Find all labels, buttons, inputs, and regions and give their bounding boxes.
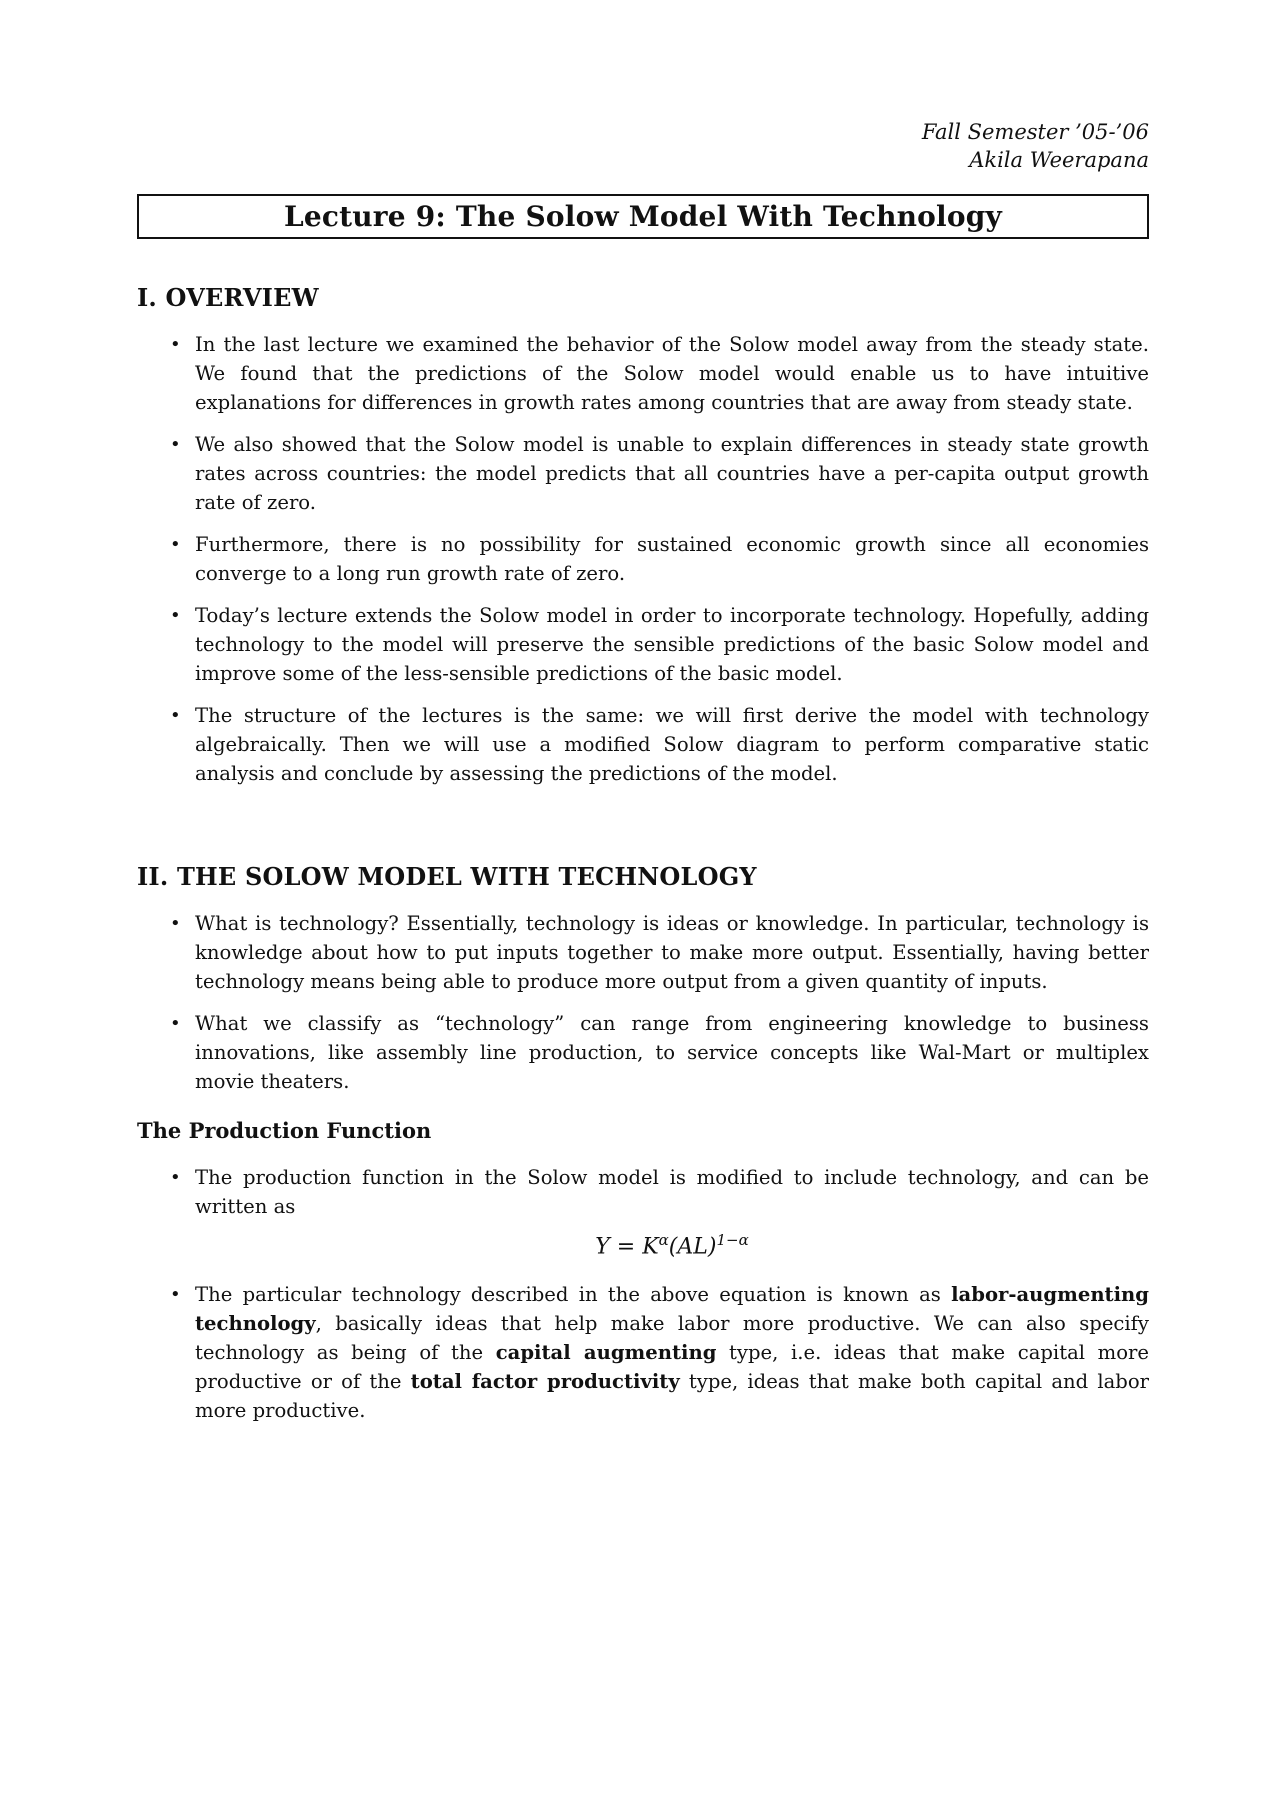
- technology-list: [137, 909, 1149, 1096]
- list-item: [137, 1280, 1149, 1425]
- bullet-icon: •: [170, 334, 181, 355]
- list-item: [137, 909, 1149, 996]
- list-item-text: What is technology? Essentially, technology is ideas or knowledge. In particular, technology is knowledge about how to put inputs together to make more output. Essentially, having better technology means being able to produce more output from a given quantity of inputs.: [195, 912, 1149, 993]
- section-heading-overview: I. OVERVIEW: [137, 283, 319, 312]
- list-item: [137, 1163, 1149, 1221]
- list-item-text: The structure of the lectures is the same: we will first derive the model with technology algebraically. Then we will use a modified Solow diagram to perform comparative static analysis and conclude by assessing the predictions of the model.: [195, 704, 1149, 785]
- equation-exponent-one-minus-alpha: 1−α: [716, 1231, 749, 1249]
- subsection-heading-production: The Production Function: [137, 1118, 432, 1143]
- list-item-text: What we classify as “technology” can range from engineering knowledge to business innovations, like assembly line production, to service concepts like Wal-Mart or multiplex movie theaters.: [195, 1012, 1149, 1093]
- list-item-text: type, i.e. ideas that make capital more productive or of the: [195, 1341, 1149, 1394]
- term-total-factor-productivity: total factor productivity: [410, 1370, 680, 1394]
- production-equation: [137, 1225, 1149, 1262]
- author-name: Akila Weerapana: [969, 148, 1149, 172]
- lecture-title: Lecture 9: The Solow Model With Technology: [283, 200, 1003, 233]
- list-item-text: Today’s lecture extends the Solow model in order to incorporate technology. Hopefully, adding technology to the model will preserve the sensible predictions of the basic Solow model and improve some of the less-sensible predictions of the basic model.: [195, 604, 1149, 685]
- bullet-icon: •: [170, 705, 181, 726]
- list-item: [137, 430, 1149, 517]
- list-item-text: , basically ideas that help make labor more productive. We can also specify technology as being of the: [195, 1312, 1149, 1365]
- list-item-text: The particular technology described in the above equation is known as: [195, 1283, 952, 1307]
- document-page: [137, 118, 1149, 1425]
- bullet-icon: •: [170, 434, 181, 455]
- term-capital-augmenting: capital augmenting: [495, 1341, 717, 1365]
- equation-term-al: (AL): [668, 1234, 717, 1260]
- production-list: [137, 1163, 1149, 1221]
- bullet-icon: •: [170, 1284, 181, 1306]
- section-heading-solow-technology: II. THE SOLOW MODEL WITH TECHNOLOGY: [137, 862, 757, 891]
- header: [137, 118, 1149, 174]
- bullet-icon: •: [170, 534, 181, 555]
- technology-types-list: [137, 1280, 1149, 1425]
- list-item: [137, 701, 1149, 788]
- bullet-icon: •: [170, 913, 181, 934]
- list-item-text: The production function in the Solow model is modified to include technology, and can be written as: [195, 1166, 1149, 1218]
- list-item: [137, 1009, 1149, 1096]
- bullet-icon: •: [170, 1167, 181, 1188]
- semester-label: Fall Semester ’05-’06: [921, 120, 1149, 144]
- bullet-icon: •: [170, 1013, 181, 1034]
- equation-lhs: Y = K: [595, 1234, 659, 1260]
- list-item-text: In the last lecture we examined the behavior of the Solow model away from the steady state. We found that the predictions of the Solow model would enable us to have intuitive explanations for differences in growth rates among countries that are away from steady state.: [195, 333, 1149, 414]
- bullet-icon: •: [170, 605, 181, 626]
- equation-exponent-alpha: α: [658, 1231, 669, 1249]
- title-box: [137, 194, 1149, 239]
- overview-list: [137, 330, 1149, 788]
- list-item: [137, 330, 1149, 417]
- list-item-text: We also showed that the Solow model is unable to explain differences in steady state growth rates across countries: the model predicts that all countries have a per-capita output growth rate of zero.: [195, 433, 1149, 514]
- list-item: [137, 601, 1149, 688]
- term-labor-augmenting: labor-augmenting technology: [195, 1283, 1149, 1336]
- list-item: [137, 530, 1149, 588]
- list-item-text: type, ideas that make both capital and labor more productive.: [195, 1370, 1149, 1423]
- list-item-text: Furthermore, there is no possibility for sustained economic growth since all economies converge to a long run growth rate of zero.: [195, 533, 1149, 585]
